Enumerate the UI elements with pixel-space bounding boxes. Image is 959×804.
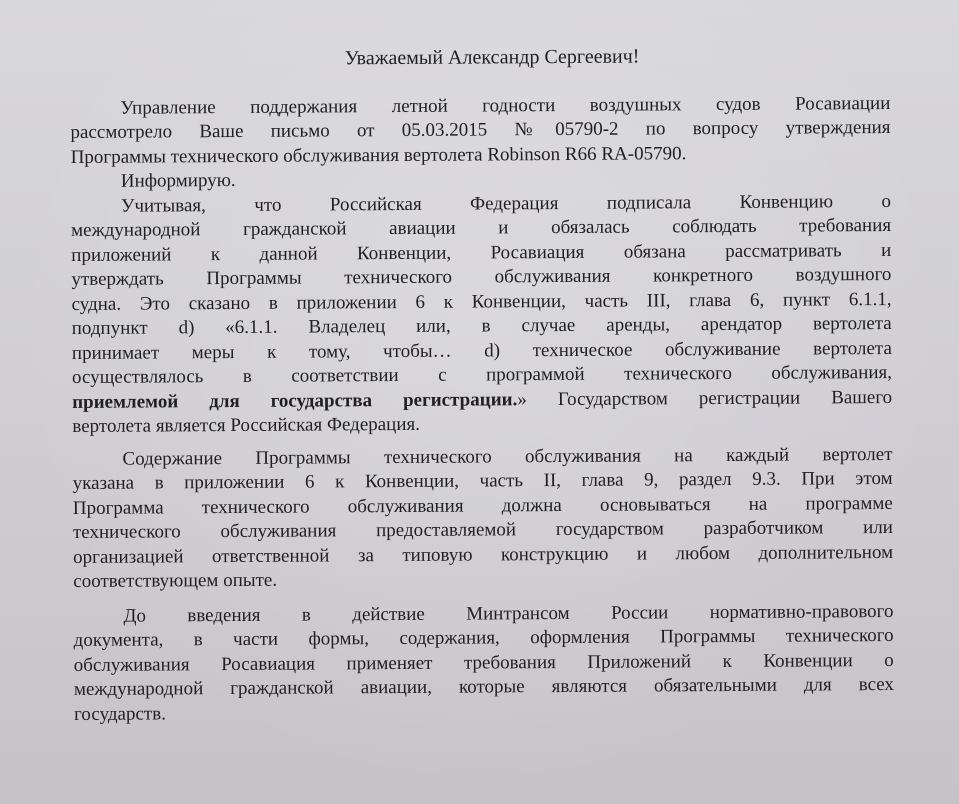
paragraph-request xyxy=(70,91,890,170)
paragraph-content xyxy=(72,442,893,594)
text-line: организацией ответственной за типовую конструкцию и любом дополнительном xyxy=(73,541,894,568)
text-line: Учитывая, что Российская Федерация подписала Конвенцию о xyxy=(120,190,892,217)
text-line: утверждать Программы технического обслуживания конкретного воздушного xyxy=(71,263,892,290)
salutation: Уважаемый Александр Сергеевич! xyxy=(344,45,640,70)
paragraph-convention xyxy=(71,189,892,439)
text-line: международной гражданской авиации и обязалась соблюдать требования xyxy=(71,214,892,241)
text-line: Информирую. xyxy=(120,169,236,192)
text-line: принимает меры к тому, чтобы… d) техническое обслуживание вертолета xyxy=(71,337,892,364)
text-line: государств. xyxy=(74,702,166,725)
paragraph-requirements xyxy=(73,599,894,727)
text-line: Управление поддержания летной годности воздушных судов Росавиации xyxy=(120,92,891,119)
text-line: осуществлялось в соответствии с программой технического обслуживания, xyxy=(71,361,893,388)
text-fragment: » Государством регистрации Вашего xyxy=(517,386,893,410)
text-line-mixed xyxy=(72,385,892,415)
text-line: судна. Это сказано в приложении 6 к Конвенции, часть III, глава 6, пункт 6.1.1, xyxy=(71,288,892,315)
text-line: Программа технического обслуживания должна основываться на программе xyxy=(72,492,893,519)
text-line: подпункт d) «6.1.1. Владелец или, в случае аренды, арендатор вертолета xyxy=(71,312,892,339)
text-line: Программы технического обслуживания вертолета Robinson R66 RA-05790. xyxy=(70,142,687,168)
text-line: приложений к данной Конвенции, Росавиация обязана рассматривать и xyxy=(71,239,892,266)
text-line: технического обслуживания предоставляемой государством разработчиком или xyxy=(72,516,894,543)
text-line: вертолета является Российская Федерация. xyxy=(72,413,421,437)
text-line: рассмотрело Ваше письмо от 05.03.2015 №05790-2 по вопросу утверждения xyxy=(70,116,891,143)
text-line: соответствующем опыте. xyxy=(73,569,278,592)
text-line: Содержание Программы технического обслуживания на каждый вертолет xyxy=(122,443,893,470)
text-line: обслуживания Росавиация применяет требования Приложений к Конвенции о xyxy=(73,649,894,676)
text-line: До введения в действие Минтрансом России нормативно-правового xyxy=(123,600,894,627)
text-line: документа, в части формы, содержания, оформления Программы технического xyxy=(73,624,894,651)
letter-body xyxy=(70,43,894,727)
text-line: указана в приложении 6 к Конвенции, часть II, глава 9, раздел 9.3. При этом xyxy=(72,467,893,494)
text-line: международной гражданской авиации, которые являются обязательными для всех xyxy=(73,673,894,700)
bold-phrase: приемлемой для государства регистрации. xyxy=(72,388,518,413)
